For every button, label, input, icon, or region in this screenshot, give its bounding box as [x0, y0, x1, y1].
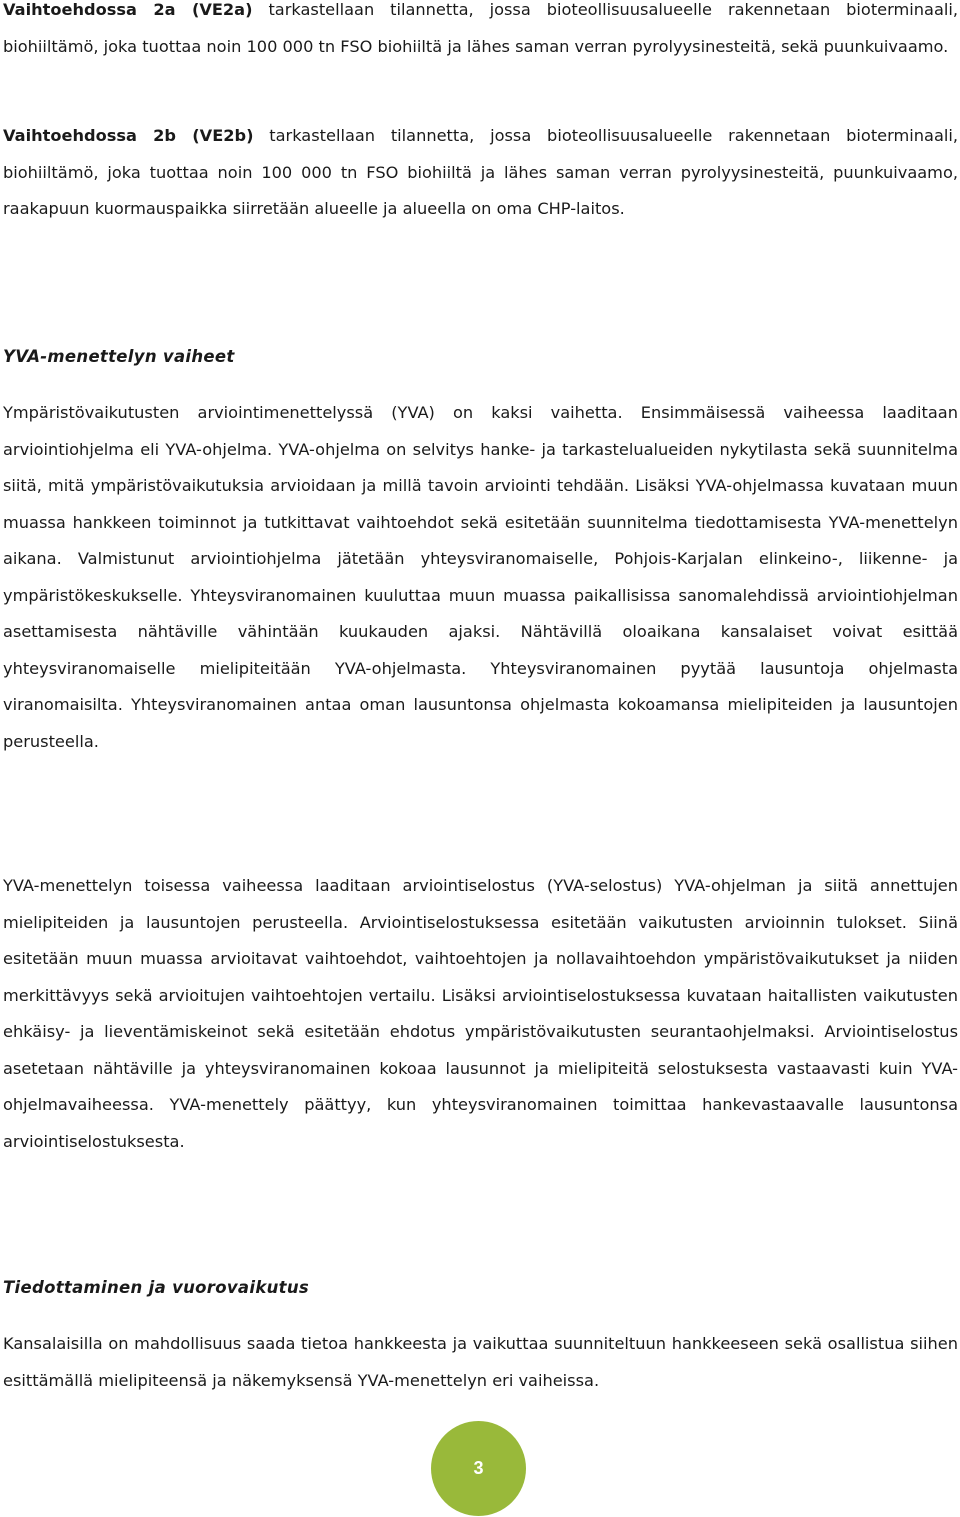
paragraph-ve2b — [3, 118, 958, 228]
paragraph-tiedottaminen: Kansalaisilla on mahdollisuus saada tietoa hankkeesta ja vaikuttaa suunniteltuun hankkeeseen sekä osallistua siihen esittämällä mielipiteensä ja näkemyksensä YVA-menettelyn eri vaiheissa. — [3, 1334, 958, 1390]
paragraph-ve2b-text: tarkastellaan tilannetta, jossa bioteollisuusalueelle rakennetaan bioterminaali, biohiiltämö, joka tuottaa noin 100 000 tn FSO biohiiltä ja lähes saman verran pyrolyysinesteitä, puunkuivaamo, raakapuun kuormauspaikka siirretään alueelle ja alueella on oma CHP-laitos. — [3, 126, 959, 218]
section-heading-tiedottaminen: Tiedottaminen ja vuorovaikutus — [3, 1278, 309, 1297]
page-number-badge — [431, 1421, 526, 1516]
alternative-term-ve2b: Vaihtoehdossa 2b (VE2b) — [3, 126, 254, 145]
paragraph-ve2a-text: tarkastellaan tilannetta, jossa bioteollisuusalueelle rakennetaan bioterminaali, biohiiltämö, joka tuottaa noin 100 000 tn FSO biohiiltä ja lähes saman verran pyrolyysinesteitä, sekä puunkuivaamo. — [3, 0, 958, 56]
page-number: 3 — [473, 1458, 484, 1478]
paragraph-ve2a — [3, 0, 958, 65]
alternative-term-ve2a: Vaihtoehdossa 2a (VE2a) — [3, 0, 253, 19]
paragraph-yva-phase-1: Ympäristövaikutusten arviointimenettelyssä (YVA) on kaksi vaihetta. Ensimmäisessä vaiheessa laaditaan arviointiohjelma eli YVA-ohjelma. YVA-ohjelma on selvitys hanke- ja tarkastelualueiden nykytilasta sekä suunnitelma siitä, mitä ympäristövaikutuksia arvioidaan ja millä tavoin arviointi tehdään. Lisäksi YVA-ohjelmassa kuvataan muun muassa hankkeen toiminnot ja tutkittavat vaihtoehdot sekä esitetään suunnitelma tiedottamisesta YVA-menettelyn aikana. Valmistunut arviointiohjelma jätetään yhteysviranomaiselle, Pohjois-Karjalan elinkeino-, liikenne- ja ympäristökeskukselle. Yhteysviranomainen kuuluttaa muun muassa paikallisissa sanomalehdissä arviointiohjelman asettamisesta nähtäville vähintään kuukauden ajaksi. Nähtävillä oloaikana kansalaiset voivat esittää yhteysviranomaiselle mielipiteitään YVA-ohjelmasta. Yhteysviranomainen pyytää lausuntoja ohjelmasta viranomaisilta. Yhteysviranomainen antaa oman lausuntonsa ohjelmasta kokoamansa mielipiteiden ja lausuntojen perusteella. — [3, 403, 958, 751]
section-heading-yva: YVA-menettelyn vaiheet — [3, 347, 235, 366]
paragraph-yva-phase-2: YVA-menettelyn toisessa vaiheessa laaditaan arviointiselostus (YVA-selostus) YVA-ohjelman ja siitä annettujen mielipiteiden ja lausuntojen perusteella. Arviointiselostuksessa esitetään vaikutusten arvioinnin tulokset. Siinä esitetään muun muassa arvioitavat vaihtoehdot, vaihtoehtojen ja nollavaihtoehdon ympäristövaikutukset ja niiden merkittävyys sekä arvioitujen vaihtoehtojen vertailu. Lisäksi arviointiselostuksessa kuvataan haitallisten vaikutusten ehkäisy- ja lieventämiskeinot sekä esitetään ehdotus ympäristövaikutusten seurantaohjelmaksi. Arviointiselostus asetetaan nähtäville ja yhteysviranomainen kokoaa lausunnot ja mielipiteitä selostuksesta vastaavasti kuin YVA-ohjelmavaiheessa. YVA-menettely päättyy, kun yhteysviranomainen toimittaa hankevastaavalle lausuntonsa arviointiselostuksesta. — [3, 876, 958, 1151]
